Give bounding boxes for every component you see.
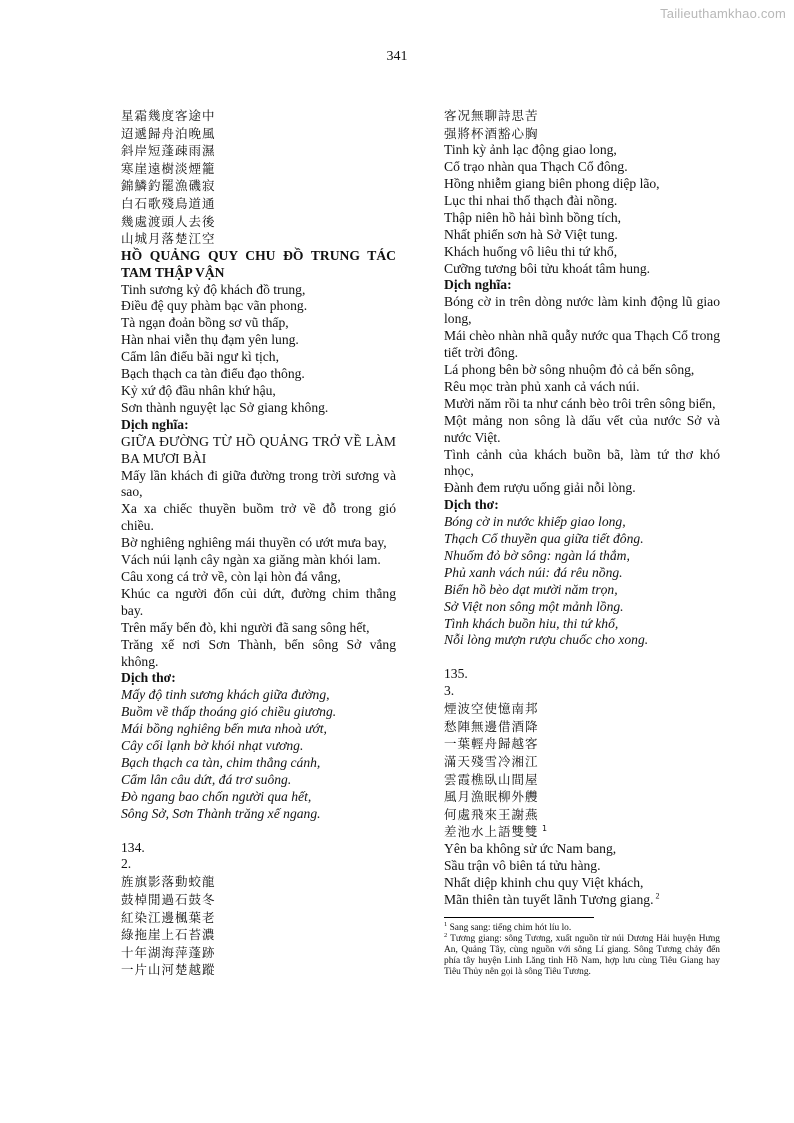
text-line: Tà ngạn đoản bồng sơ vũ thấp, (121, 315, 289, 331)
text-line: 星霜幾度客途中 (121, 108, 216, 123)
text-line: 十年湖海萍蓬跡 (121, 944, 216, 960)
poem2-han-text-part1 (121, 873, 396, 979)
text-line: Mấy lần khách đi giữa đường trong trời sương và sao, (121, 467, 396, 500)
text-line: 煙波空使憶南邦 (444, 701, 539, 717)
text-line: Sông Sở, Sơn Thành trăng xế ngang. (121, 805, 321, 821)
text-line: 一葉輕舟歸越客 (444, 736, 539, 752)
text-line: 一片山河楚越蹤 (121, 962, 216, 978)
footnote (444, 920, 720, 934)
text-line: 迢遞歸舟泊晚風 (121, 125, 216, 141)
text-line: Bạch thạch ca tàn, chim thẳng cánh, (121, 754, 321, 770)
text-line: 差池水上語雙雙 $^1$ (444, 824, 549, 840)
text-line: 山城月落楚江空 (121, 231, 216, 247)
text-line: 風月漁眠柳外艭 (444, 789, 539, 805)
poem2-han-text-part2 (444, 107, 720, 142)
text-line: Buồm về thấp thoáng gió chiều giương. (121, 704, 337, 720)
text-line: Mãn thiên tàn tuyết lãnh Tương giang. $^2$ (444, 891, 660, 907)
text-line: Cây cối lạnh bờ khói nhạt vương. (121, 738, 304, 754)
text-line: Khúc ca người đốn củi dứt, đường chim thẳng bay. (121, 585, 396, 618)
text-line: Nhuốm đỏ bờ sông: ngàn lá thắm, (444, 547, 630, 563)
text-line: Đành đem rượu uống giải nỗi lòng. (444, 480, 636, 496)
footnote-mark: 1 (538, 824, 549, 834)
text-line: 强將杯酒豁心胸 (444, 125, 539, 141)
poem-number-134: 134. (121, 839, 145, 855)
text-line: 錦鱗釣罷漁磯寂 (121, 178, 216, 194)
text-line: 白石歌殘鳥道通 (121, 195, 216, 211)
text-line: 愁陣無邊借酒降 (444, 718, 539, 734)
text-line: Tinh kỳ ảnh lạc động giao long, (444, 142, 617, 158)
footnotes (444, 920, 720, 979)
text-line: Yên ba không sử ức Nam bang, (444, 840, 617, 856)
footnote-number: 1 (444, 920, 448, 928)
text-line: Lá phong bên bờ sông nhuộm đỏ cả bến sông, (444, 361, 695, 377)
poem-title: HỒ QUẢNG QUY CHU ĐỒ TRUNG TÁC TAM THẬP VẬN (121, 247, 396, 280)
text-line: Cổ trạo nhàn qua Thạch Cổ đông. (444, 159, 628, 175)
text-line: Rêu mọc tràn phủ xanh cả vách núi. (444, 378, 640, 394)
page-number: 341 (386, 49, 408, 64)
poem1-reading (121, 282, 396, 417)
text-line: Mấy độ tinh sương khách giữa đường, (121, 687, 330, 703)
text-line: Thạch Cổ thuyền qua giữa tiết đông. (444, 531, 644, 547)
poem1-meaning (121, 434, 396, 671)
verse-label: Dịch thơ: (444, 497, 499, 513)
text-line: Cưỡng tương bôi tửu khoát tâm hung. (444, 260, 651, 276)
footnote (444, 931, 720, 979)
left-column (121, 107, 396, 979)
text-line: Hồng nhiễm giang biên phong diệp lão, (444, 176, 660, 191)
footnote-number: 2 (444, 931, 448, 939)
text-line: GIỮA ĐƯỜNG TỪ HỒ QUẢNG TRỞ VỀ LÀM BA MƯƠI BÀI (121, 433, 396, 466)
text-line: Trăng xế nơi Sơn Thành, bến sông Sở vắng không. (121, 636, 396, 669)
poem2-meaning (444, 294, 720, 497)
poem-number-135: 135. (444, 666, 468, 682)
text-line: Bóng cờ in trên dòng nước làm kinh động lũ giao long, (444, 294, 720, 327)
text-line: Tinh sương kỷ độ khách đồ trung, (121, 281, 306, 297)
poem2-verse-translation (444, 514, 720, 649)
text-line: Vách núi lạnh cây ngàn xa giăng màn khói lam. (121, 552, 381, 568)
text-line: Thập niên hồ hải bình bồng tích, (444, 209, 622, 225)
meaning-label: Dịch nghĩa: (121, 416, 189, 432)
text-line: 紅染江邊楓葉老 (121, 909, 216, 925)
text-line: 滿天殘雪冷湘江 (444, 753, 539, 769)
footnote-divider (444, 917, 594, 918)
verse-label: Dịch thơ: (121, 670, 176, 686)
text-line: Trên mấy bến đò, khi người đã sang sông hết, (121, 619, 370, 635)
text-line: Tình cảnh của khách buồn bã, làm tứ thơ khó nhọc, (444, 446, 720, 479)
text-line: 綠拖崖上石苔濃 (121, 927, 216, 943)
text-line: Bạch thạch ca tàn điểu đạo thông. (121, 366, 305, 382)
text-line: Nỗi lòng mượn rượu chuốc cho xong. (444, 632, 649, 648)
text-line: Nhất phiến sơn hà Sở Việt tung. (444, 226, 618, 242)
footnote-mark: 2 (653, 891, 660, 901)
poem1-han-text (121, 107, 396, 248)
text-line: Tình khách buồn hiu, thi tứ khổ, (444, 615, 619, 631)
text-line: Một mảng non sông là dấu vết của nước Sở và nước Việt. (444, 412, 720, 445)
watermark: Tailieuthamkhao.com (660, 6, 786, 21)
text-line: Đò ngang bao chốn người qua hết, (121, 788, 312, 804)
text-line: 斜岸短蓬疎雨濕 (121, 143, 216, 159)
right-column (444, 107, 720, 979)
text-line: 雲霞樵臥山間屋 (444, 771, 539, 787)
poem3-han-text (444, 700, 720, 841)
poem2-reading (444, 142, 720, 277)
text-line: 旌旗影落動蛟龍 (121, 874, 216, 890)
text-line: 何處飛來王謝燕 (444, 806, 539, 822)
text-line: Khách huống vô liêu thi tứ khổ, (444, 243, 618, 259)
poem1-verse-translation (121, 687, 396, 822)
text-line: Hàn nhai viễn thụ đạm yên lung. (121, 332, 299, 348)
text-line: 寒崖遠樹淡煙籠 (121, 160, 216, 176)
poem-subnumber-2: 2. (121, 856, 132, 872)
text-line: Mái bồng nghiêng bến mưa nhoà ướt, (121, 721, 327, 737)
text-line: Xa xa chiếc thuyền buồm trở về đỗ trong gió chiều. (121, 501, 396, 534)
text-line: Mười năm rồi ta như cánh bèo trôi trên sông biển, (444, 395, 716, 411)
text-line: 鼓棹閒過石鼓冬 (121, 891, 216, 907)
meaning-label: Dịch nghĩa: (444, 277, 512, 293)
text-line: Cẩm lân điếu bãi ngư kì tịch, (121, 349, 280, 365)
text-line: Bóng cờ in nước khiếp giao long, (444, 514, 626, 530)
poem3-reading (444, 841, 720, 909)
text-line: Sở Việt non sông một mảnh lồng. (444, 598, 624, 614)
text-line: Nhất diệp khinh chu quy Việt khách, (444, 874, 644, 890)
text-line: Kỷ xứ độ đầu nhân khứ hậu, (121, 383, 276, 398)
text-line: Biển hồ bèo dạt mười năm trọn, (444, 581, 618, 597)
text-line: 客况無聊詩思苦 (444, 108, 539, 123)
footnote-text: Tương giang: sông Tương, xuất nguồn từ núi Dương Hải huyện Hưng An, Quảng Tây, cùng nguồn với sông Lí giang. Sông Tương chảy đến phía tây huyện Linh Lăng tỉnh Hồ Nam, hợp lưu cùng Tiêu Giang hay Tiêu Thủy nên gọi là sông Tiêu Tương. (444, 933, 720, 978)
text-line: Điều đệ quy phàm bạc vãn phong. (121, 298, 308, 314)
text-line: Sầu trận vô biên tá tửu hàng. (444, 857, 601, 873)
text-line: Cẩm lân câu dứt, đá trơ suông. (121, 771, 292, 787)
poem-subnumber-3: 3. (444, 683, 455, 699)
text-line: Câu xong cá trở về, còn lại hòn đá vắng, (121, 568, 341, 584)
text-line: Mái chèo nhàn nhã quẫy nước qua Thạch Cổ trong tiết trời đông. (444, 328, 720, 361)
text-line: Lục thi nhai thổ thạch đài nồng. (444, 192, 618, 208)
footnote-text: Sang sang: tiếng chim hót líu lo. (447, 922, 572, 933)
text-line: Phủ xanh vách núi: đá rêu nồng. (444, 564, 623, 580)
text-line: Bờ nghiêng nghiêng mái thuyền có ướt mưa bay, (121, 535, 387, 551)
text-line: 幾處渡頭人去後 (121, 213, 216, 229)
text-line: Sơn thành nguyệt lạc Sở giang không. (121, 399, 329, 415)
